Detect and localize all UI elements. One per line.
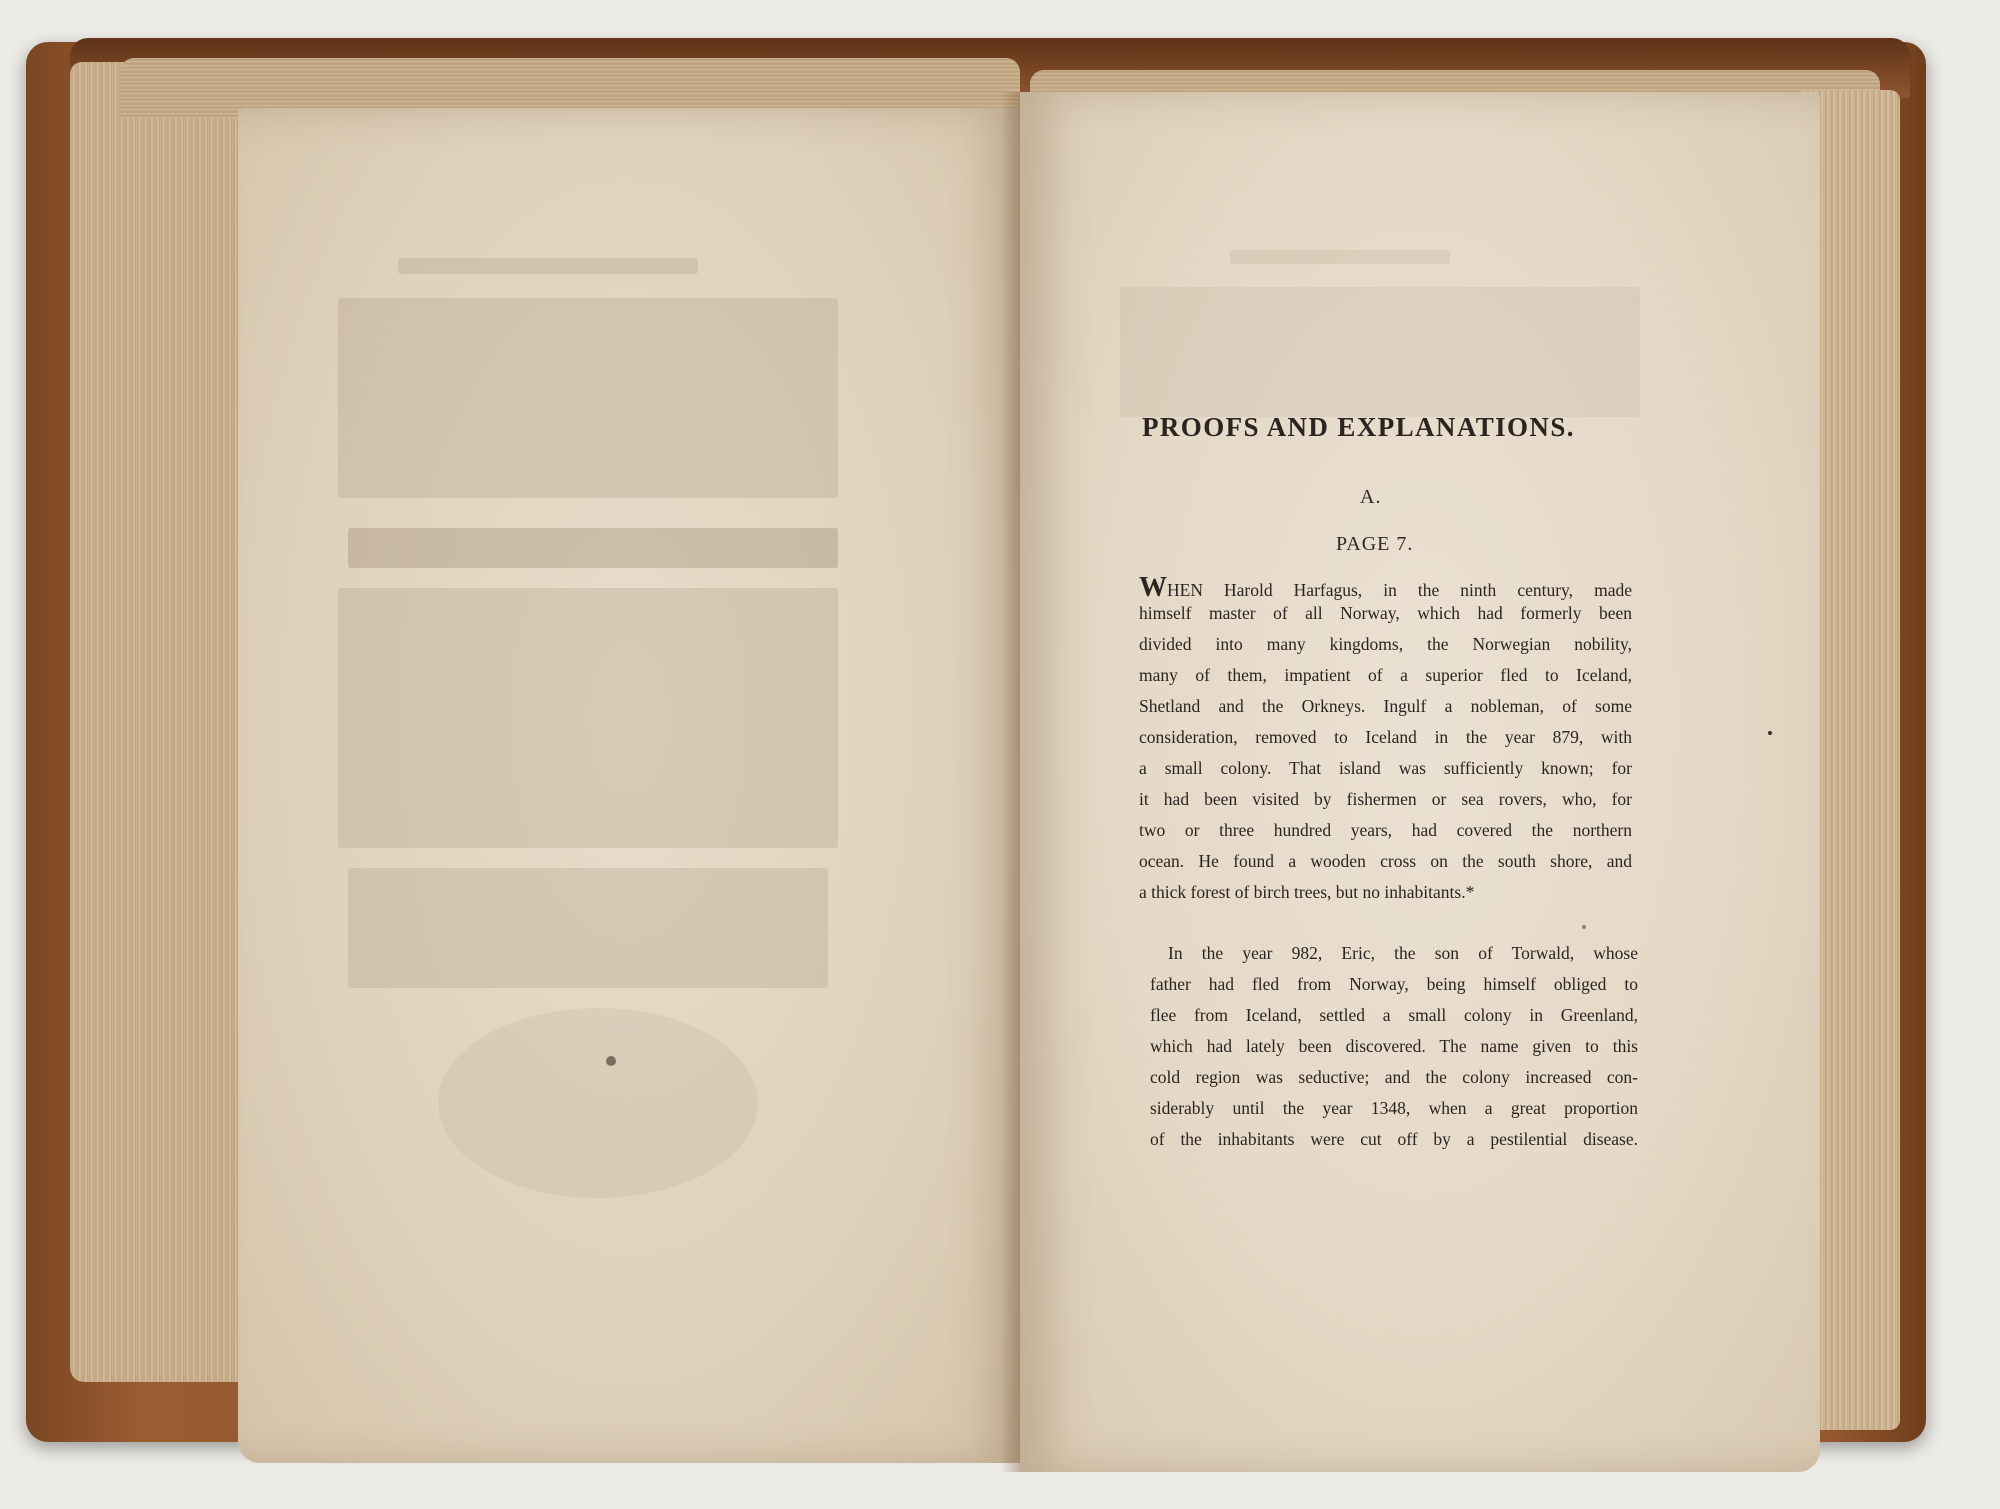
ink-speck [1768,731,1772,735]
show-through-block [348,528,838,568]
text-line: a thick forest of birch trees, but no inhabitants.* [1139,882,1475,902]
text-line: Shetland and the Orkneys. Ingulf a nobleman, of some [1139,696,1632,716]
show-through-header [398,258,698,274]
text-line: it had been visited by fishermen or sea rovers, who, for [1139,789,1632,809]
drop-initial: W [1139,572,1167,603]
section-label: A. [1360,486,1382,508]
text-line: ocean. He found a wooden cross on the south shore, and [1139,851,1632,871]
page-reference: PAGE 7. [1336,533,1414,555]
text-line: cold region was seductive; and the colony increased con- [1150,1067,1638,1087]
text-line-1-rest: HEN Harold Harfagus, in the ninth century, made [1167,580,1632,600]
text-line: siderably until the year 1348, when a great proportion [1150,1098,1638,1118]
text-line-1 [1139,572,1632,603]
text-line: which had lately been discovered. The name given to this [1150,1036,1638,1056]
page-stack-left [70,62,250,1382]
show-through-block [338,588,838,848]
page-title: PROOFS AND EXPLANATIONS. [1142,412,1575,442]
text-line: a small colony. That island was sufficiently known; for [1139,758,1632,778]
show-through-block [338,298,838,498]
show-through-header [1230,250,1450,264]
text-line: consideration, removed to Iceland in the year 879, with [1139,727,1632,747]
text-line: of the inhabitants were cut off by a pestilential disease. [1150,1129,1638,1149]
show-through-block [438,1008,758,1198]
show-through-block [348,868,828,988]
text-line: In the year 982, Eric, the son of Torwald, whose [1168,943,1638,963]
text-line: flee from Iceland, settled a small colony in Greenland, [1150,1005,1638,1025]
left-page [238,108,1020,1463]
show-through-block [1120,287,1640,417]
text-line: many of them, impatient of a superior fled to Iceland, [1139,665,1632,685]
text-line: divided into many kingdoms, the Norwegian nobility, [1139,634,1632,654]
text-line: himself master of all Norway, which had formerly been [1139,603,1632,623]
text-line: father had fled from Norway, being himself obliged to [1150,974,1638,994]
right-page [1020,92,1820,1472]
ink-speck [1582,925,1586,929]
text-line: two or three hundred years, had covered the northern [1139,820,1632,840]
ink-spot [606,1056,616,1066]
